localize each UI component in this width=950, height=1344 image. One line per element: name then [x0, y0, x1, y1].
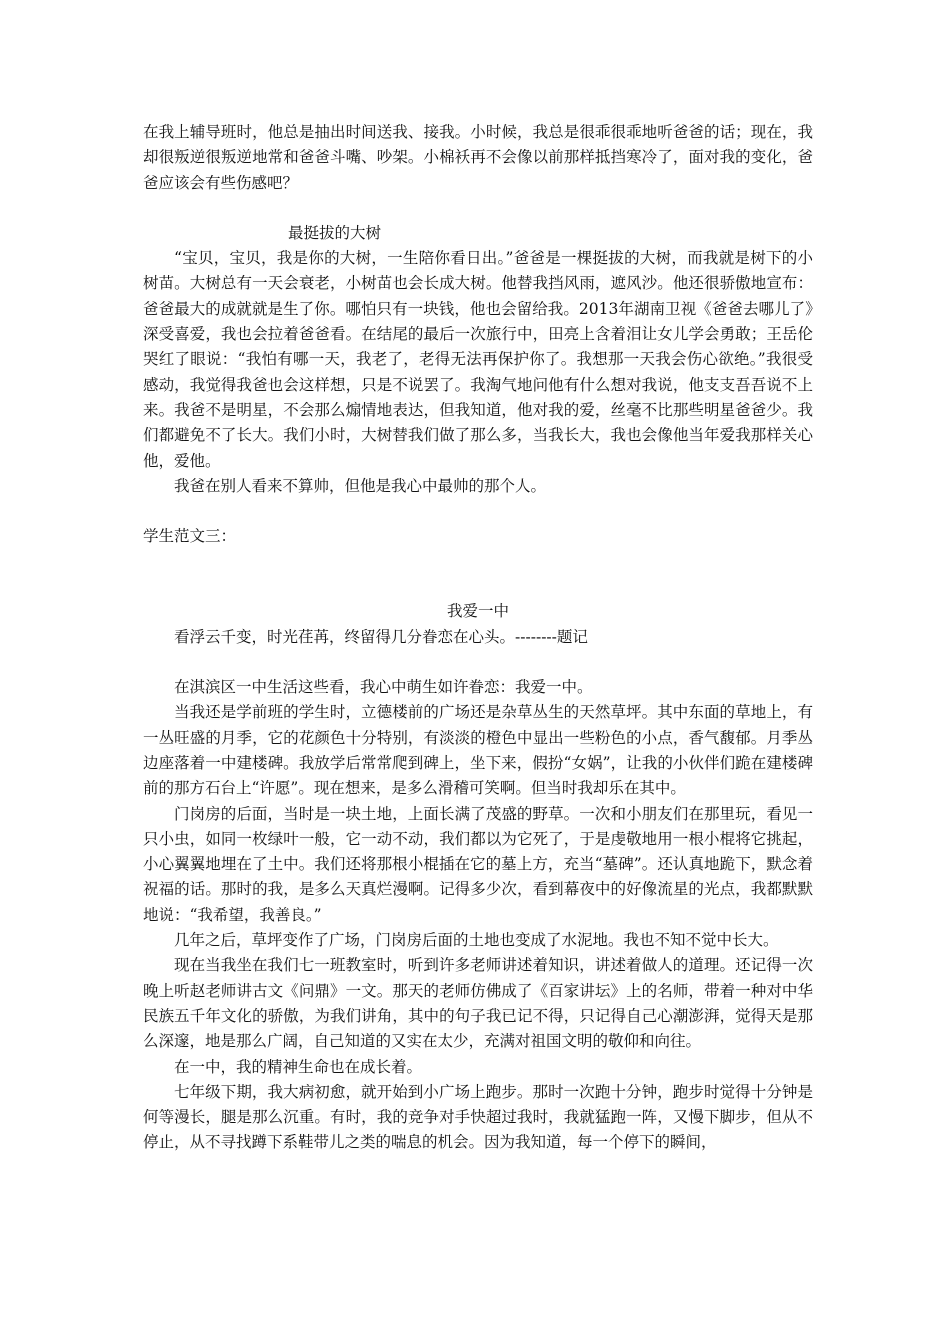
body-paragraph: 现在当我坐在我们七一班教室时，听到许多老师讲述着知识，讲述着做人的道理。还记得一次晚上听赵老师讲古文《问鼎》一文。那天的老师仿佛成了《百家讲坛》上的名师，带着一种对中华民族五千年文化的骄傲，为我们讲角，其中的句子我已记不得，只记得自己心潮澎湃，觉得天是那么深邃，地是那么广阔，自己知道的又实在太少，充满对祖国文明的敬仰和向往。 [143, 956, 813, 1051]
spacer [143, 196, 813, 221]
body-paragraph: 几年之后，草坪变作了广场，门岗房后面的土地也变成了水泥地。我也不知不觉中长大。 [174, 931, 779, 950]
essay-title: 我爱一中 [446, 602, 509, 621]
body-paragraph: 当我还是学前班的学生时，立德楼前的广场还是杂草丛生的天然草坪。其中东面的草地上，有一丛旺盛的月季，它的花颜色十分特别，有淡淡的橙色中显出一些粉色的小点，香气馥郁。月季丛边座落着一中建楼碑。我放学后常常爬到碑上，坐下来，假扮“女娲”，让我的小伙伴们跪在建楼碑前的那方石台上“许愿”。现在想来，是多么滑稽可笑啊。但当时我却乐在其中。 [143, 703, 813, 798]
spacer [143, 499, 813, 524]
sample-essay-label: 学生范文三： [143, 527, 237, 546]
previous-essay-paragraph: 在我上辅导班时，他总是抽出时间送我、接我。小时候，我总是很乖很乖地听爸爸的话；现在，我却很叛逆很叛逆地常和爸爸斗嘴、吵架。小棉袄再不会像以前那样抵挡寒冷了，面对我的变化，爸爸应该会有些伤感吧？ [143, 123, 813, 192]
body-paragraph: “宝贝，宝贝，我是你的大树，一生陪你看日出。”爸爸是一棵挺拔的大树，而我就是树下的小树苗。大树总有一天会衰老，小树苗也会长成大树。他替我挡风雨，遮风沙。他还很骄傲地宣布：爸爸最大的成就就是生了你。哪怕只有一块钱，他也会留给我。2013年湖南卫视《爸爸去哪儿了》深受喜爱，我也会拉着爸爸看。在结尾的最后一次旅行中，田亮上含着泪让女儿学会勇敢；王岳伦哭红了眼说：“我怕有哪一天，我老了，老得无法再保护你了。我想那一天我会伤心欲绝。”我很受感动，我觉得我爸也会这样想，只是不说罢了。我淘气地问他有什么想对我说，他支支吾吾说不上来。我爸不是明星，不会那么煽情地表达，但我知道，他对我的爱，丝毫不比那些明星爸爸少。我们都避免不了长大。我们小时，大树替我们做了那么多，当我长大，我也会像他当年爱我那样关心他，爱他。 [143, 249, 813, 470]
body-paragraph: 七年级下期，我大病初愈，就开始到小广场上跑步。那时一次跑十分钟，跑步时觉得十分钟是何等漫长，腿是那么沉重。有时，我的竞争对手快超过我时，我就猛跑一阵，又慢下脚步，但从不停止，从不寻找蹲下系鞋带儿之类的喘息的机会。因为我知道，每一个停下的瞬间， [143, 1082, 813, 1152]
spacer [143, 549, 813, 599]
body-paragraph: 我爸在别人看来不算帅，但他是我心中最帅的那个人。 [174, 476, 547, 495]
document-page [143, 120, 813, 1156]
body-paragraph: 门岗房的后面，当时是一块土地，上面长满了茂盛的野草。一次和小朋友们在那里玩，看见一只小虫，如同一枚绿叶一般，它一动不动，我们都以为它死了，于是虔敬地用一根小棍将它挑起，小心翼翼地埋在了土中。我们还将那根小棍插在它的墓上方，充当“墓碑”。还认真地跪下，默念着祝福的话。那时的我，是多么天真烂漫啊。记得多少次，看到幕夜中的好像流星的光点，我都默默地说：“我希望，我善良。” [143, 804, 813, 924]
section-heading: 最挺拔的大树 [288, 223, 382, 242]
spacer [143, 650, 813, 675]
essay-epigraph: 看浮云千变，时光荏苒，终留得几分眷恋在心头。--------题记 [174, 627, 588, 646]
body-paragraph: 在一中，我的精神生命也在成长着。 [174, 1057, 423, 1076]
body-paragraph: 在淇滨区一中生活这些看，我心中萌生如许眷恋：我爱一中。 [174, 678, 593, 697]
